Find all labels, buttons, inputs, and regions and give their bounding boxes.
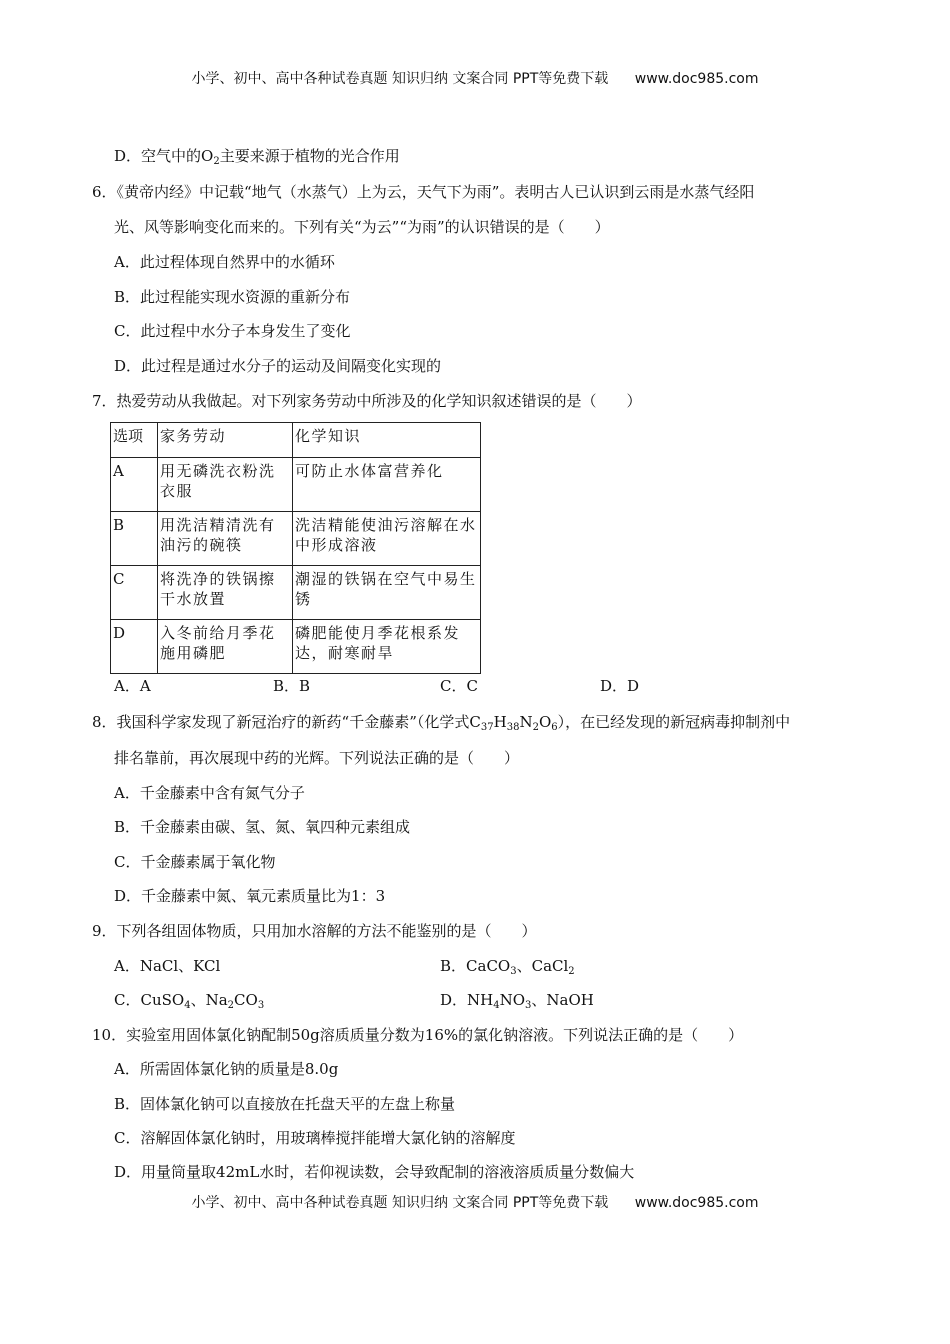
q9-stem: 9．下列各组固体物质，只用加水溶解的方法不能鉴别的是（ ） <box>92 922 537 940</box>
q8-option-b: B．千金藤素由碳、氢、氮、氧四种元素组成 <box>114 818 411 836</box>
q6-option-b: B．此过程能实现水资源的重新分布 <box>114 288 351 306</box>
q5-option-d: D．空气中的$O_2$主要来源于植物的光合作用 <box>114 147 400 167</box>
q8-stem-line1: 8．我国科学家发现了新冠治疗的新药“千金藤素”（化学式$C_{37}H_{38}N_2O_6$），在已经发现的新冠病毒抑制剂中 <box>92 713 791 733</box>
table-cell: 入冬前给月季花施用磷肥 <box>158 620 293 674</box>
q7-stem: 7．热爱劳动从我做起。对下列家务劳动中所涉及的化学知识叙述错误的是（ ） <box>92 392 642 410</box>
q6-option-c: C．此过程中水分子本身发生了变化 <box>114 322 351 340</box>
table-cell: 用无磷洗衣粉洗衣服 <box>158 458 293 512</box>
q9-option-b: B．CaCO$_3$、CaCl$_2$ <box>440 957 575 977</box>
q9-option-d: D．$NH_4NO_3$、NaOH <box>440 991 594 1011</box>
q7-option-b: B．B <box>273 677 311 695</box>
table-header-cell: 化学知识 <box>293 423 481 458</box>
q10-option-c: C．溶解固体氯化钠时，用玻璃棒搅拌能增大氯化钠的溶解度 <box>114 1129 516 1147</box>
q8-stem-line2: 排名靠前，再次展现中药的光辉。下列说法正确的是（ ） <box>114 749 520 767</box>
q8-option-c: C．千金藤素属于氧化物 <box>114 853 276 871</box>
page-footer <box>0 1192 950 1212</box>
q7-option-a: A．A <box>114 677 151 695</box>
table-cell: A <box>111 458 158 512</box>
table-header-row <box>111 423 481 458</box>
header-text: 小学、初中、高中各种试卷真题 知识归纳 文案合同 PPT等免费下载 <box>191 71 609 87</box>
q10-option-d: D．用量筒量取42mL水时，若仰视读数，会导致配制的溶液溶质质量分数偏大 <box>114 1163 635 1181</box>
table-cell: D <box>111 620 158 674</box>
table-cell: 可防止水体富营养化 <box>293 458 481 512</box>
q6-option-d: D．此过程是通过水分子的运动及间隔变化实现的 <box>114 357 442 375</box>
table-cell: C <box>111 566 158 620</box>
table-row <box>111 620 481 674</box>
q7-option-d: D．D <box>600 677 640 695</box>
q10-stem: 10．实验室用固体氯化钠配制50g溶质质量分数为16%的氯化钠溶液。下列说法正确的是（ ） <box>92 1026 744 1044</box>
footer-site-link[interactable]: www.doc985.com <box>634 1195 759 1211</box>
table-row <box>111 458 481 512</box>
q6-stem-line2: 光、风等影响变化而来的。下列有关“为云”“为雨”的认识错误的是（ ） <box>114 218 610 236</box>
header-site-link[interactable]: www.doc985.com <box>634 71 759 87</box>
table-cell: 洗洁精能使油污溶解在水中形成溶液 <box>293 512 481 566</box>
q10-option-a: A．所需固体氯化钠的质量是8.0g <box>114 1060 339 1078</box>
q7-table <box>110 422 481 674</box>
page-header <box>0 68 950 88</box>
table-header-cell: 家务劳动 <box>158 423 293 458</box>
q7-option-c: C．C <box>440 677 478 695</box>
q9-option-c: C．CuSO$_4$、$Na_2CO_3$ <box>114 991 265 1011</box>
table-cell: 用洗洁精清洗有油污的碗筷 <box>158 512 293 566</box>
q6-option-a: A．此过程体现自然界中的水循环 <box>114 253 335 271</box>
table-row <box>111 512 481 566</box>
q8-option-d: D．千金藤素中氮、氧元素质量比为1：3 <box>114 887 386 905</box>
q6-stem-line1: 6．《黄帝内经》中记载“地气（水蒸气）上为云，天气下为雨”。表明古人已认识到云雨是水蒸气经阳 <box>92 183 755 201</box>
table-header-cell: 选项 <box>111 423 158 458</box>
table-cell: 潮湿的铁锅在空气中易生锈 <box>293 566 481 620</box>
table-row <box>111 566 481 620</box>
q10-option-b: B．固体氯化钠可以直接放在托盘天平的左盘上称量 <box>114 1095 456 1113</box>
footer-text: 小学、初中、高中各种试卷真题 知识归纳 文案合同 PPT等免费下载 <box>191 1195 609 1211</box>
q8-option-a: A．千金藤素中含有氮气分子 <box>114 784 305 802</box>
table-cell: 磷肥能使月季花根系发达，耐寒耐旱 <box>293 620 481 674</box>
table-cell: B <box>111 512 158 566</box>
q9-option-a: A．NaCl、KCl <box>114 957 221 975</box>
table-cell: 将洗净的铁锅擦干水放置 <box>158 566 293 620</box>
